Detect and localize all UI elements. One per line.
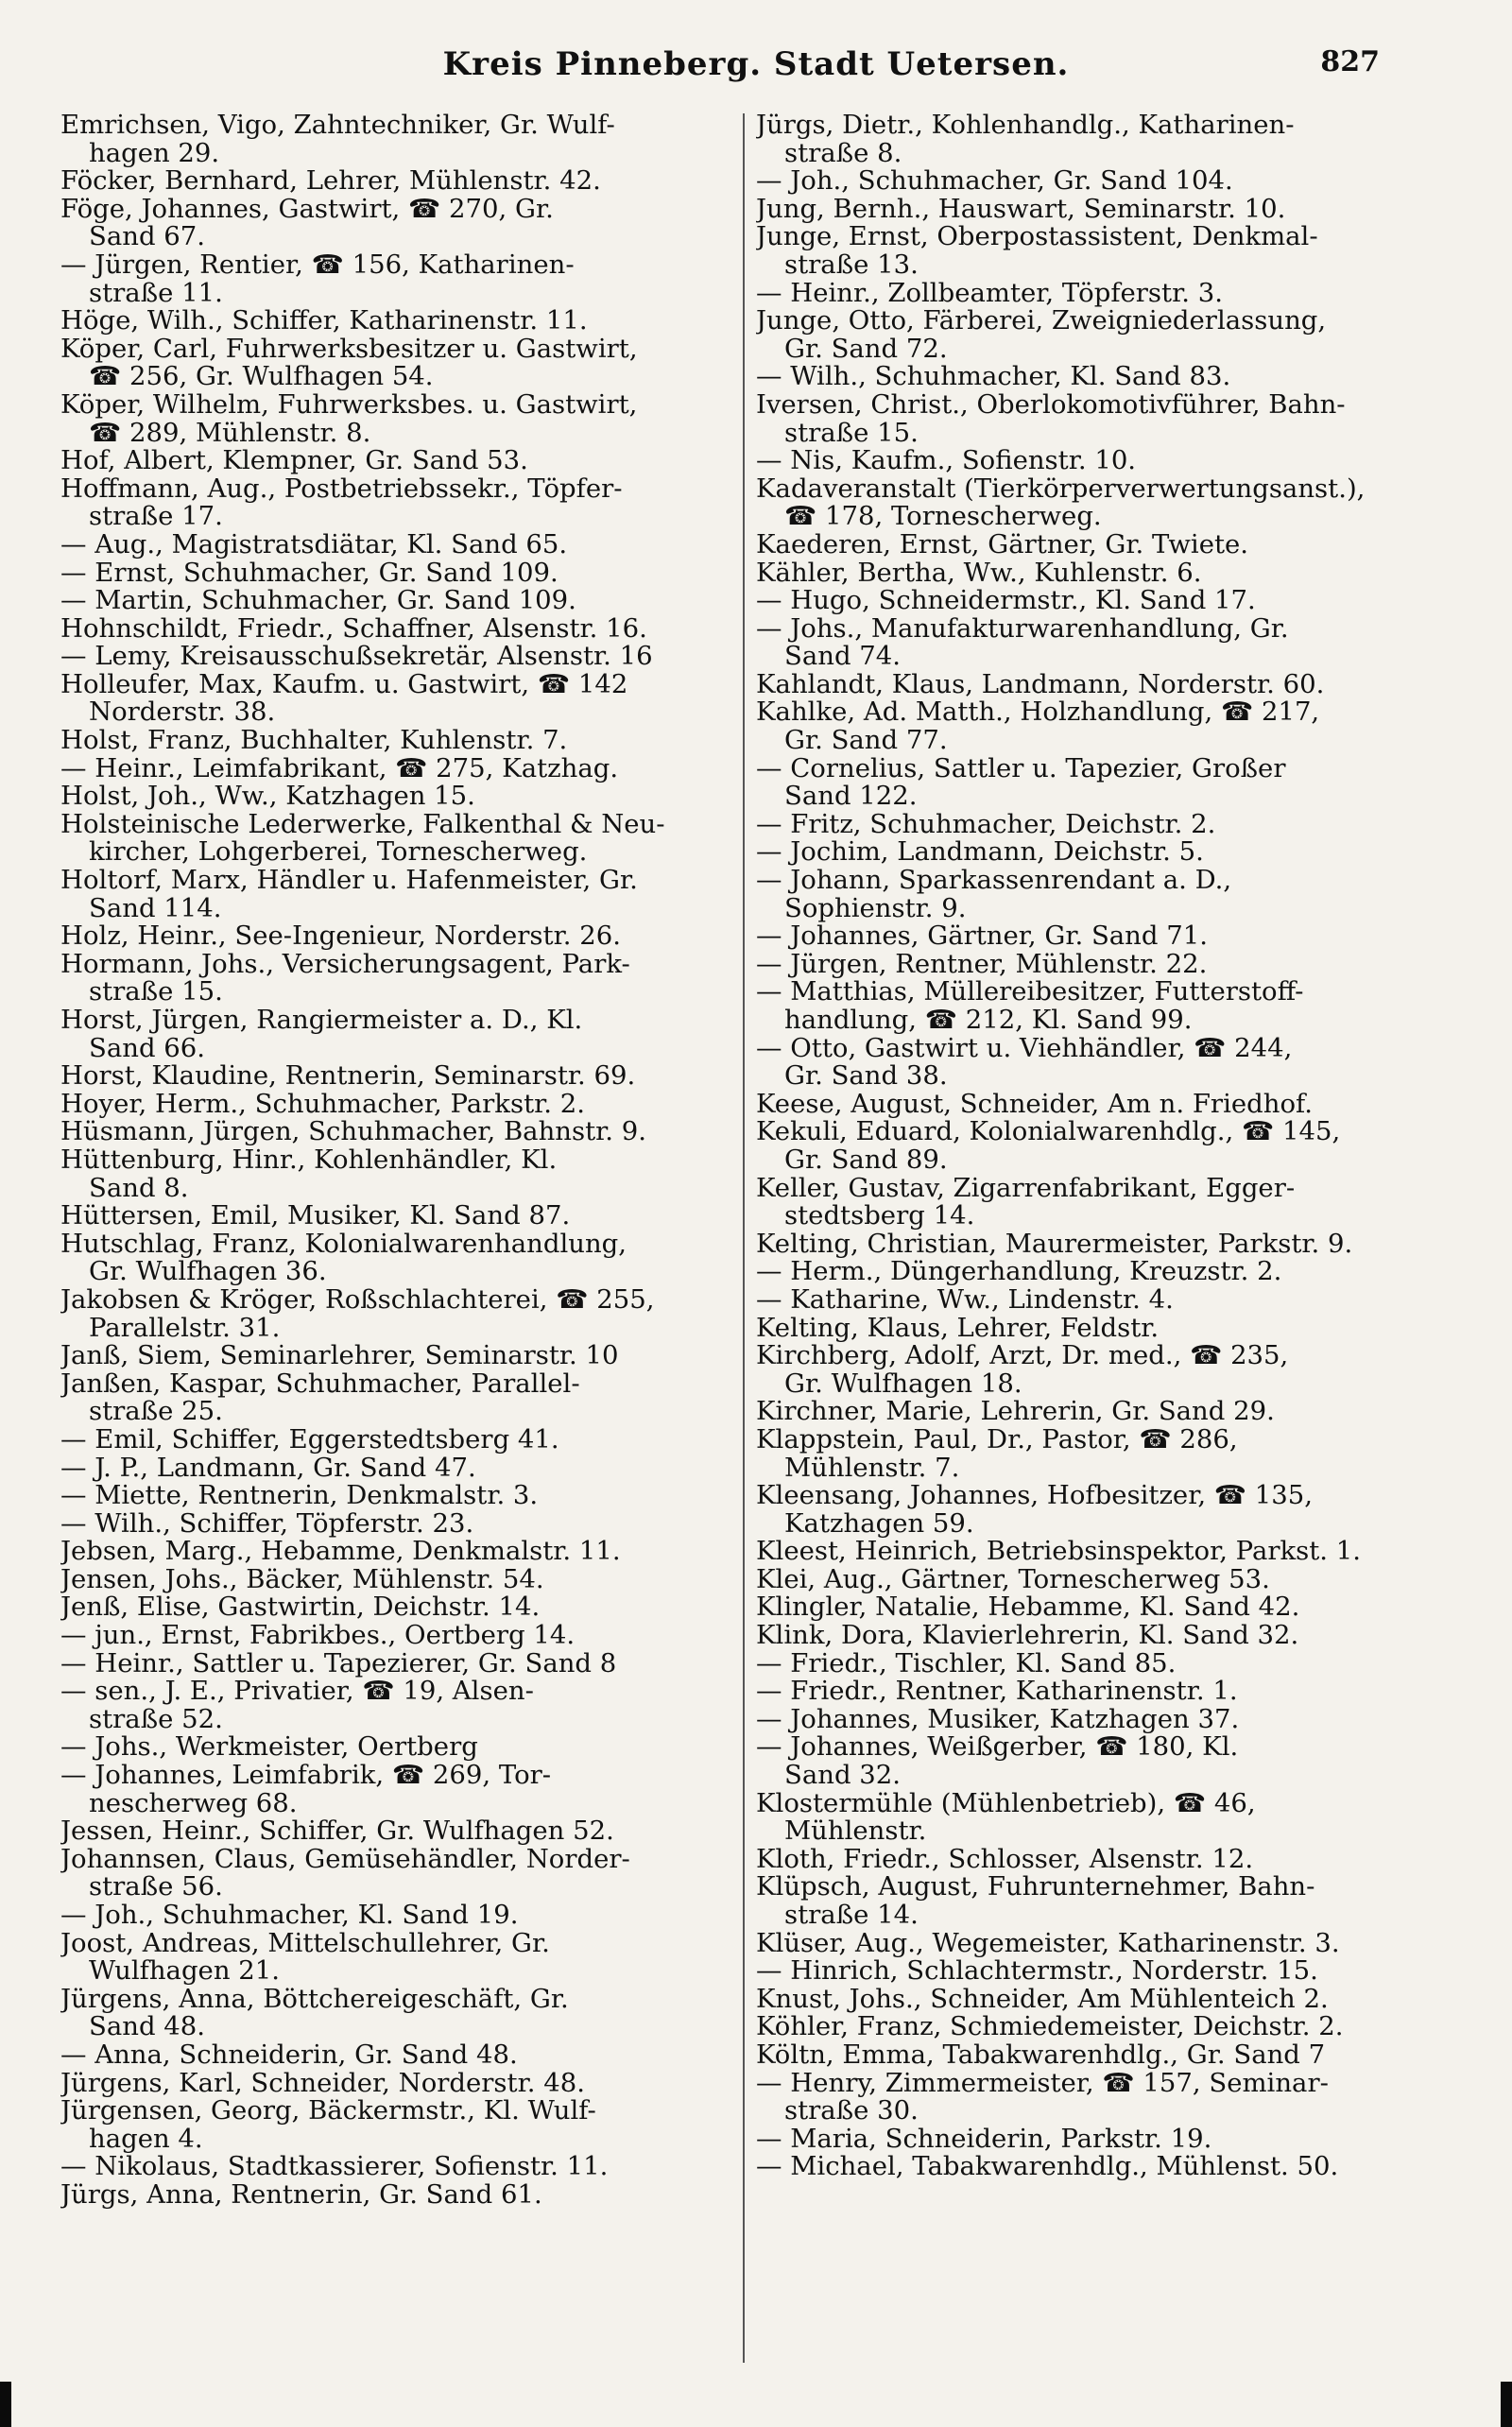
directory-entry-line: Klink, Dora, Klavierlehrerin, Kl. Sand 32. xyxy=(756,1622,1299,1650)
left-column xyxy=(60,112,722,2210)
directory-entry-line: — Joh., Schuhmacher, Kl. Sand 19. xyxy=(60,1902,519,1930)
entry-continuation-line: Sand 32. xyxy=(784,1762,902,1790)
directory-entry-line: Klappstein, Paul, Dr., Pastor, ☎ 286, xyxy=(756,1425,1238,1454)
directory-entry-line: — Otto, Gastwirt u. Viehhändler, ☎ 244, xyxy=(756,1034,1293,1063)
entry-continuation-line: straße 15. xyxy=(784,419,919,448)
directory-entry-line: Knust, Johs., Schneider, Am Mühlenteich 2. xyxy=(756,1985,1329,2014)
directory-entry-line: — Friedr., Rentner, Katharinenstr. 1. xyxy=(756,1678,1238,1706)
entry-continuation-line: straße 52. xyxy=(89,1705,223,1734)
directory-entry-line: Kleensang, Johannes, Hofbesitzer, ☎ 135, xyxy=(756,1482,1314,1510)
directory-entry-line: Janß, Siem, Seminarlehrer, Seminarstr. 10 xyxy=(60,1342,619,1370)
directory-entry-line: Holst, Joh., Ww., Katzhagen 15. xyxy=(60,783,475,811)
entry-continuation-line: Gr. Wulfhagen 36. xyxy=(89,1258,327,1286)
entry-continuation-line: ☎ 256, Gr. Wulfhagen 54. xyxy=(89,363,434,391)
directory-entry-line: Hormann, Johs., Versicherungsagent, Park- xyxy=(60,950,630,979)
entry-continuation-line: ☎ 289, Mühlenstr. 8. xyxy=(89,419,371,448)
directory-entry-line: — Matthias, Müllereibesitzer, Futterstoff- xyxy=(756,978,1304,1007)
entry-continuation-line: Sand 48. xyxy=(89,2013,206,2041)
entry-continuation-line: nescherweg 68. xyxy=(89,1789,298,1818)
entry-continuation-line: straße 15. xyxy=(89,978,223,1007)
directory-entry-line: — Heinr., Sattler u. Tapezierer, Gr. Sand 8 xyxy=(60,1649,617,1678)
directory-entry-line: Iversen, Christ., Oberlokomotivführer, Bahn- xyxy=(756,390,1346,420)
entry-continuation-line: Gr. Sand 72. xyxy=(784,335,948,364)
directory-entry-line: Kloth, Friedr., Schlosser, Alsenstr. 12. xyxy=(756,1845,1254,1874)
directory-entry-line: Jürgs, Anna, Rentnerin, Gr. Sand 61. xyxy=(60,2180,542,2210)
directory-entry-line: Jakobsen & Kröger, Roßschlachterei, ☎ 255, xyxy=(60,1285,655,1315)
directory-entry-line: — Maria, Schneiderin, Parkstr. 19. xyxy=(756,2125,1212,2154)
directory-entry-line: — Heinr., Leimfabrikant, ☎ 275, Katzhag. xyxy=(60,754,619,783)
directory-entry-line: Jensen, Johs., Bäcker, Mühlenstr. 54. xyxy=(60,1565,544,1594)
directory-entry-line: — Hinrich, Schlachtermstr., Norderstr. 15. xyxy=(756,1957,1318,1986)
entry-continuation-line: Gr. Wulfhagen 18. xyxy=(784,1369,1022,1399)
directory-entry-line: Kahlandt, Klaus, Landmann, Norderstr. 60. xyxy=(756,670,1325,699)
entry-continuation-line: straße 11. xyxy=(89,279,223,308)
entry-continuation-line: straße 13. xyxy=(784,250,919,280)
entry-continuation-line: Sand 8. xyxy=(89,1174,189,1203)
directory-entry-line: — Jürgen, Rentner, Mühlenstr. 22. xyxy=(756,950,1208,979)
directory-entry-line: — J. P., Landmann, Gr. Sand 47. xyxy=(60,1454,476,1483)
directory-entry-line: — Heinr., Zollbeamter, Töpferstr. 3. xyxy=(756,279,1223,308)
entry-continuation-line: straße 56. xyxy=(89,1873,223,1902)
directory-entry-line: Kahlke, Ad. Matth., Holzhandlung, ☎ 217, xyxy=(756,698,1320,728)
entry-continuation-line: Gr. Sand 89. xyxy=(784,1145,948,1175)
directory-entry-line: — Johannes, Weißgerber, ☎ 180, Kl. xyxy=(756,1733,1239,1763)
entry-continuation-line: Sand 66. xyxy=(89,1034,206,1063)
directory-entry-line: Jessen, Heinr., Schiffer, Gr. Wulfhagen 52. xyxy=(60,1817,614,1846)
entry-continuation-line: hagen 4. xyxy=(89,2125,203,2154)
directory-entry-line: Horst, Jürgen, Rangiermeister a. D., Kl. xyxy=(60,1007,583,1035)
directory-entry-line: Klingler, Natalie, Hebamme, Kl. Sand 42. xyxy=(756,1593,1300,1623)
directory-entry-line: Hüttenburg, Hinr., Kohlenhändler, Kl. xyxy=(60,1145,558,1175)
directory-entry-line: Köhler, Franz, Schmiedemeister, Deichstr. 2. xyxy=(756,2013,1344,2041)
directory-entry-line: Hüsmann, Jürgen, Schuhmacher, Bahnstr. 9. xyxy=(60,1118,647,1146)
entry-continuation-line: Sand 122. xyxy=(784,783,918,811)
entry-continuation-line: Sand 67. xyxy=(89,223,206,251)
directory-entry-line: Hohnschildt, Friedr., Schaffner, Alsenstr. 16. xyxy=(60,614,647,644)
directory-entry-line: Jürgens, Karl, Schneider, Norderstr. 48. xyxy=(60,2069,585,2098)
directory-entry-line: Klüser, Aug., Wegemeister, Katharinenstr. 3. xyxy=(756,1929,1340,1958)
directory-entry-line: — Johannes, Gärtner, Gr. Sand 71. xyxy=(756,922,1208,951)
directory-entry-line: Kleest, Heinrich, Betriebsinspektor, Parkst. 1. xyxy=(756,1538,1362,1566)
page-number: 827 xyxy=(1320,45,1380,78)
entry-continuation-line: Wulfhagen 21. xyxy=(89,1957,281,1986)
directory-entry-line: Hutschlag, Franz, Kolonialwarenhandlung, xyxy=(60,1230,627,1259)
directory-entry-line: Föge, Johannes, Gastwirt, ☎ 270, Gr. xyxy=(60,195,554,224)
directory-entry-line: — Anna, Schneiderin, Gr. Sand 48. xyxy=(60,2040,518,2070)
directory-entry-line: — Johs., Werkmeister, Oertberg xyxy=(60,1733,478,1763)
directory-entry-line: Klei, Aug., Gärtner, Tornescherweg 53. xyxy=(756,1565,1270,1594)
directory-entry-line: Keller, Gustav, Zigarrenfabrikant, Egger- xyxy=(756,1174,1296,1203)
entry-continuation-line: straße 30. xyxy=(784,2097,919,2126)
entry-continuation-line: Sand 74. xyxy=(784,643,902,671)
directory-entry-line: Holsteinische Lederwerke, Falkenthal & Neu- xyxy=(60,810,665,839)
entry-continuation-line: Katzhagen 59. xyxy=(784,1509,974,1539)
directory-entry-line: Jenß, Elise, Gastwirtin, Deichstr. 14. xyxy=(60,1593,541,1623)
scan-edge-right xyxy=(1501,2382,1512,2427)
entry-continuation-line: Mühlenstr. xyxy=(784,1817,927,1846)
entry-continuation-line: kircher, Lohgerberei, Tornescherweg. xyxy=(89,838,588,868)
directory-entry-line: Holst, Franz, Buchhalter, Kuhlenstr. 7. xyxy=(60,727,568,755)
directory-entry-line: — sen., J. E., Privatier, ☎ 19, Alsen- xyxy=(60,1678,534,1706)
directory-entry-line: Holleufer, Max, Kaufm. u. Gastwirt, ☎ 142 xyxy=(60,670,628,699)
directory-entry-line: — Friedr., Tischler, Kl. Sand 85. xyxy=(756,1649,1177,1678)
page-header xyxy=(57,45,1455,95)
directory-entry-line: — Emil, Schiffer, Eggerstedtsberg 41. xyxy=(60,1425,559,1454)
directory-entry-line: Höge, Wilh., Schiffer, Katharinenstr. 11. xyxy=(60,307,588,336)
directory-entry-line: — Aug., Magistratsdiätar, Kl. Sand 65. xyxy=(60,530,568,559)
directory-entry-line: — Michael, Tabakwarenhdlg., Mühlenst. 50. xyxy=(756,2153,1339,2181)
directory-entry-line: — Johannes, Leimfabrik, ☎ 269, Tor- xyxy=(60,1762,552,1790)
directory-entry-line: Kekuli, Eduard, Kolonialwarenhdlg., ☎ 145, xyxy=(756,1118,1341,1146)
directory-entry-line: — Katharine, Ww., Lindenstr. 4. xyxy=(756,1285,1174,1315)
directory-entry-line: Johannsen, Claus, Gemüsehändler, Norder- xyxy=(60,1845,630,1874)
entry-continuation-line: straße 25. xyxy=(89,1398,223,1426)
directory-entry-line: Kelting, Christian, Maurermeister, Parkstr. 9. xyxy=(756,1230,1353,1259)
right-column xyxy=(756,112,1418,2181)
directory-entry-line: Hoffmann, Aug., Postbetriebssekr., Töpfer- xyxy=(60,474,623,504)
directory-entry-line: Joost, Andreas, Mittelschullehrer, Gr. xyxy=(60,1929,550,1958)
directory-entry-line: Klüpsch, August, Fuhrunternehmer, Bahn- xyxy=(756,1873,1315,1902)
directory-entry-line: Jebsen, Marg., Hebamme, Denkmalstr. 11. xyxy=(60,1538,621,1566)
directory-entry-line: — Jürgen, Rentier, ☎ 156, Katharinen- xyxy=(60,250,575,280)
entry-continuation-line: Sophienstr. 9. xyxy=(784,894,967,923)
entry-continuation-line: ☎ 178, Tornescherweg. xyxy=(784,503,1102,531)
entry-continuation-line: straße 8. xyxy=(784,139,902,168)
entry-continuation-line: Gr. Sand 77. xyxy=(784,727,948,755)
entry-continuation-line: Parallelstr. 31. xyxy=(89,1314,281,1343)
directory-entry-line: — Wilh., Schuhmacher, Kl. Sand 83. xyxy=(756,363,1231,391)
directory-entry-line: — jun., Ernst, Fabrikbes., Oertberg 14. xyxy=(60,1622,576,1650)
entry-continuation-line: Norderstr. 38. xyxy=(89,698,276,728)
directory-entry-line: Horst, Klaudine, Rentnerin, Seminarstr. 69. xyxy=(60,1062,636,1091)
directory-entry-line: — Johs., Manufakturwarenhandlung, Gr. xyxy=(756,614,1289,644)
directory-entry-line: — Johann, Sparkassenrendant a. D., xyxy=(756,867,1232,895)
directory-entry-line: Holz, Heinr., See-Ingenieur, Norderstr. 26. xyxy=(60,922,621,951)
directory-entry-line: — Ernst, Schuhmacher, Gr. Sand 109. xyxy=(60,559,558,588)
directory-entry-line: Klostermühle (Mühlenbetrieb), ☎ 46, xyxy=(756,1789,1256,1818)
directory-entry-line: — Henry, Zimmermeister, ☎ 157, Seminar- xyxy=(756,2069,1329,2098)
directory-entry-line: Köper, Carl, Fuhrwerksbesitzer u. Gastwirt, xyxy=(60,335,638,364)
directory-entry-line: Hoyer, Herm., Schuhmacher, Parkstr. 2. xyxy=(60,1090,585,1119)
directory-entry-line: Hof, Albert, Klempner, Gr. Sand 53. xyxy=(60,447,528,475)
page-title: Kreis Pinneberg. Stadt Uetersen. xyxy=(442,45,1070,83)
directory-entry-line: Jürgs, Dietr., Kohlenhandlg., Katharinen- xyxy=(756,112,1295,140)
entry-continuation-line: handlung, ☎ 212, Kl. Sand 99. xyxy=(784,1007,1193,1035)
entry-continuation-line: straße 14. xyxy=(784,1902,919,1930)
directory-entry-line: — Nikolaus, Stadtkassierer, Sofienstr. 11. xyxy=(60,2153,609,2181)
directory-entry-line: — Wilh., Schiffer, Töpferstr. 23. xyxy=(60,1509,474,1539)
directory-entry-line: — Herm., Düngerhandlung, Kreuzstr. 2. xyxy=(756,1258,1282,1286)
directory-entry-line: Kaederen, Ernst, Gärtner, Gr. Twiete. xyxy=(756,530,1249,559)
directory-entry-line: Janßen, Kaspar, Schuhmacher, Parallel- xyxy=(60,1369,580,1399)
directory-entry-line: Kelting, Klaus, Lehrer, Feldstr. xyxy=(756,1314,1160,1343)
directory-entry-line: Keese, August, Schneider, Am n. Friedhof. xyxy=(756,1090,1313,1119)
directory-entry-line: Kadaveranstalt (Tierkörperverwertungsanst.), xyxy=(756,474,1366,504)
entry-continuation-line: straße 17. xyxy=(89,503,223,531)
directory-entry-line: Hüttersen, Emil, Musiker, Kl. Sand 87. xyxy=(60,1202,571,1231)
directory-entry-line: — Jochim, Landmann, Deichstr. 5. xyxy=(756,838,1204,868)
entry-continuation-line: Gr. Sand 38. xyxy=(784,1062,948,1091)
directory-entry-line: Junge, Ernst, Oberpostassistent, Denkmal- xyxy=(756,223,1318,251)
entry-continuation-line: Mühlenstr. 7. xyxy=(784,1454,960,1483)
directory-entry-line: — Johannes, Musiker, Katzhagen 37. xyxy=(756,1705,1240,1734)
entry-continuation-line: Sand 114. xyxy=(89,894,222,923)
directory-entry-line: — Martin, Schuhmacher, Gr. Sand 109. xyxy=(60,587,576,615)
directory-entry-line: — Joh., Schuhmacher, Gr. Sand 104. xyxy=(756,167,1233,196)
column-divider xyxy=(743,113,745,2363)
scan-edge-left xyxy=(0,2382,11,2427)
directory-entry-line: Jürgensen, Georg, Bäckermstr., Kl. Wulf- xyxy=(60,2097,596,2126)
directory-entry-line: Jürgens, Anna, Böttchereigeschäft, Gr. xyxy=(60,1985,569,2014)
directory-entry-line: — Cornelius, Sattler u. Tapezier, Großer xyxy=(756,754,1286,783)
directory-entry-line: — Fritz, Schuhmacher, Deichstr. 2. xyxy=(756,810,1216,839)
directory-entry-line: — Lemy, Kreisausschußsekretär, Alsenstr. 16 xyxy=(60,643,653,671)
directory-entry-line: — Hugo, Schneidermstr., Kl. Sand 17. xyxy=(756,587,1256,615)
directory-entry-line: Föcker, Bernhard, Lehrer, Mühlenstr. 42. xyxy=(60,167,601,196)
entry-continuation-line: hagen 29. xyxy=(89,139,220,168)
directory-entry-line: Kirchner, Marie, Lehrerin, Gr. Sand 29. xyxy=(756,1398,1275,1426)
directory-entry-line: Kirchberg, Adolf, Arzt, Dr. med., ☎ 235, xyxy=(756,1342,1289,1370)
directory-entry-line: Köper, Wilhelm, Fuhrwerksbes. u. Gastwirt, xyxy=(60,390,638,420)
directory-entry-line: — Miette, Rentnerin, Denkmalstr. 3. xyxy=(60,1482,539,1510)
entry-continuation-line: stedtsberg 14. xyxy=(784,1202,975,1231)
directory-entry-line: Emrichsen, Vigo, Zahntechniker, Gr. Wulf- xyxy=(60,112,615,140)
directory-entry-line: Költn, Emma, Tabakwarenhdlg., Gr. Sand 7 xyxy=(756,2040,1326,2070)
directory-entry-line: — Nis, Kaufm., Sofienstr. 10. xyxy=(756,447,1137,475)
directory-entry-line: Junge, Otto, Färberei, Zweigniederlassung, xyxy=(756,307,1327,336)
directory-entry-line: Holtorf, Marx, Händler u. Hafenmeister, Gr. xyxy=(60,867,638,895)
directory-entry-line: Jung, Bernh., Hauswart, Seminarstr. 10. xyxy=(756,195,1286,224)
directory-entry-line: Kähler, Bertha, Ww., Kuhlenstr. 6. xyxy=(756,559,1202,588)
